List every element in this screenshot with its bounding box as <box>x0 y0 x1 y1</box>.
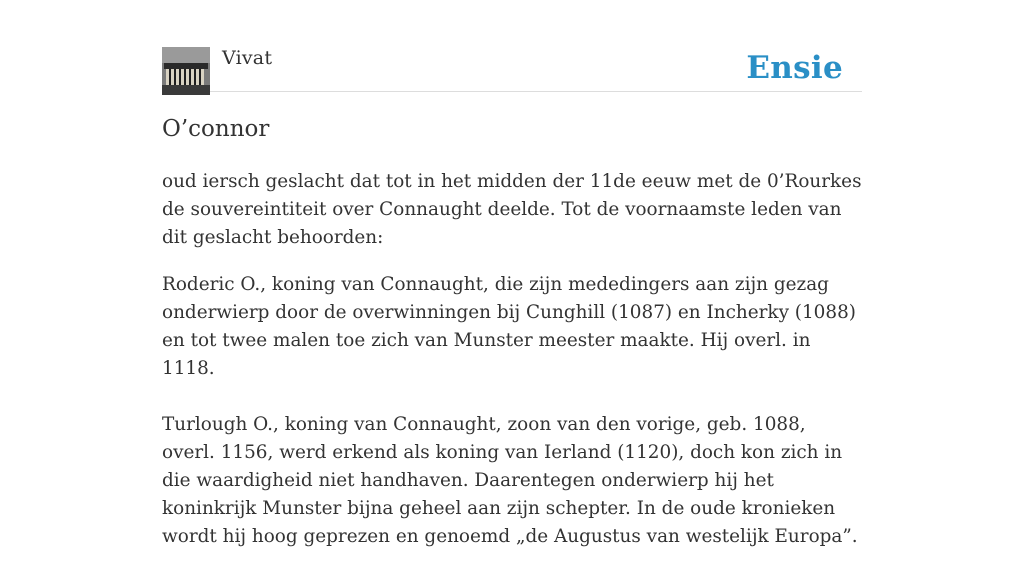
site-logo[interactable]: Ensie <box>746 50 843 86</box>
avatar[interactable] <box>162 47 210 95</box>
page <box>162 0 862 547</box>
header <box>162 0 862 92</box>
paragraph-intro: oud iersch geslacht dat tot in het midden der 11de eeuw met de 0’Rourkes de souvereintiteit over Connaught deelde. Tot de voornaamste leden van dit geslacht behoorden: <box>162 171 862 248</box>
typewriter-icon <box>162 47 210 95</box>
author-name[interactable]: Vivat <box>222 47 273 69</box>
page-title: O’connor <box>162 116 270 142</box>
paragraph-roderic: Roderic O., koning van Connaught, die zijn mededingers aan zijn gezag onderwierp door de overwinningen bij Cunghill (1087) en Incherky (1088) en tot twee malen toe zich van Munster meester maakte. Hij overl. in 1118. <box>162 274 856 379</box>
paragraph-turlough: Turlough O., koning van Connaught, zoon van den vorige, geb. 1088, overl. 1156, werd erkend als koning van Ierland (1120), doch kon zich in die waardigheid niet handhaven. Daarentegen onderwierp hij het koninkrijk Munster bijna geheel aan zijn schepter. In de oude kronieken wordt hij hoog geprezen en genoemd „de Augustus van westelijk Europa”. <box>162 414 858 547</box>
article-body <box>162 168 862 570</box>
